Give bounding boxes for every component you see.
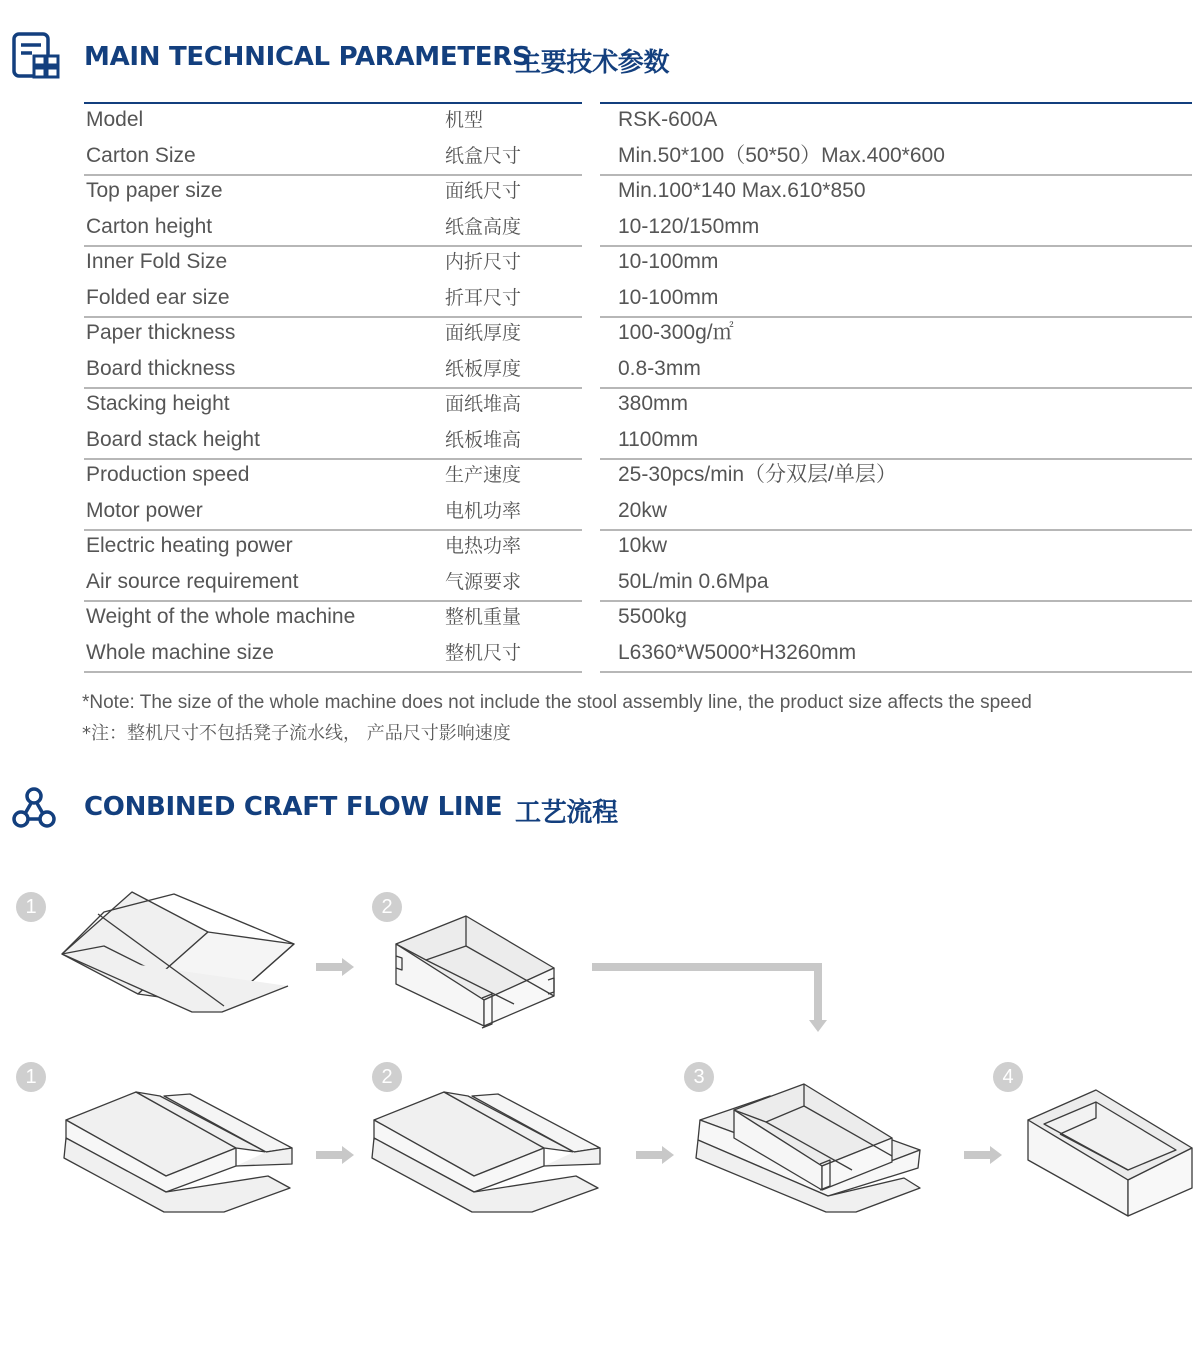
arrow-right-icon bbox=[316, 958, 354, 976]
row-divider bbox=[84, 671, 582, 673]
param-name: Stacking height bbox=[86, 392, 230, 415]
step-badge-row2-1: 1 bbox=[16, 1062, 46, 1092]
flow-diagram bbox=[0, 860, 1200, 1240]
flaps-sheet-1 bbox=[64, 1092, 292, 1212]
param-name: Air source requirement bbox=[86, 569, 299, 593]
param-name-cn: 整机重量 bbox=[445, 606, 522, 628]
param-name-cn: 电机功率 bbox=[445, 499, 522, 522]
param-name: Model bbox=[86, 108, 144, 131]
network-triangle-icon bbox=[12, 786, 56, 830]
param-value: 50L/min 0.6Mpa bbox=[618, 569, 769, 593]
param-value: 5500kg bbox=[618, 605, 687, 628]
param-name: Inner Fold Size bbox=[86, 250, 228, 273]
param-value: 10-100mm bbox=[618, 285, 719, 309]
param-name: Carton height bbox=[86, 214, 213, 238]
param-value: 1100mm bbox=[618, 427, 699, 451]
param-name-cn: 内折尺寸 bbox=[445, 251, 522, 273]
row-divider bbox=[600, 529, 1192, 531]
param-value: 10-120/150mm bbox=[618, 214, 760, 238]
param-name-cn: 纸盒尺寸 bbox=[445, 144, 522, 167]
param-name: Electric heating power bbox=[86, 534, 293, 557]
row-divider bbox=[600, 387, 1192, 389]
arrow-right-icon bbox=[636, 1146, 674, 1164]
arrow-right-icon bbox=[316, 1146, 354, 1164]
param-value: 100-300g/㎡ bbox=[618, 321, 734, 344]
param-name: Carton Size bbox=[86, 143, 196, 167]
step-badge-row2-3: 3 bbox=[684, 1062, 714, 1092]
row-divider bbox=[600, 671, 1192, 673]
param-name: Motor power bbox=[86, 498, 203, 522]
param-value: Min.100*140 Max.610*850 bbox=[618, 179, 866, 202]
param-name: Board thickness bbox=[86, 356, 236, 380]
param-name: Top paper size bbox=[86, 179, 223, 202]
param-name-cn: 纸板堆高 bbox=[445, 428, 522, 451]
box-on-sheet-diagram bbox=[696, 1084, 920, 1212]
params-title-cn: 主要技术参数 bbox=[515, 48, 670, 78]
param-value: 25-30pcs/min（分双层/单层） bbox=[618, 463, 897, 486]
param-name-cn: 面纸堆高 bbox=[445, 393, 522, 415]
param-name-cn: 折耳尺寸 bbox=[445, 286, 522, 309]
note-cn: *注：整机尺寸不包括凳子流水线， 产品尺寸影响速度 bbox=[82, 723, 511, 744]
open-box-diagram bbox=[396, 916, 554, 1028]
param-name: Folded ear size bbox=[86, 285, 230, 309]
table-top-rule-left bbox=[84, 102, 582, 104]
param-name-cn: 生产速度 bbox=[445, 464, 522, 486]
param-value: 20kw bbox=[618, 498, 668, 522]
params-title-en: MAIN TECHNICAL PARAMETERS bbox=[84, 42, 531, 72]
flow-title-en: CONBINED CRAFT FLOW LINE bbox=[84, 792, 503, 822]
param-value: 0.8-3mm bbox=[618, 356, 701, 380]
param-value: 380mm bbox=[618, 392, 689, 415]
param-name-cn: 气源要求 bbox=[445, 570, 522, 593]
list-grid-icon bbox=[12, 32, 60, 80]
note-en: *Note: The size of the whole machine does not include the stool assembly line, the product size affects the speed bbox=[82, 692, 1032, 713]
param-value: 10kw bbox=[618, 534, 668, 557]
param-name-cn: 面纸尺寸 bbox=[445, 180, 522, 202]
param-name: Whole machine size bbox=[86, 640, 274, 664]
param-value: 10-100mm bbox=[618, 250, 719, 273]
flaps-sheet-2 bbox=[372, 1092, 600, 1212]
param-name: Paper thickness bbox=[86, 321, 236, 344]
step-badge-row2-2: 2 bbox=[372, 1062, 402, 1092]
param-name-cn: 电热功率 bbox=[445, 535, 522, 557]
arrow-right-icon bbox=[964, 1146, 1002, 1164]
param-name-cn: 机型 bbox=[445, 109, 484, 131]
param-name-cn: 面纸厚度 bbox=[445, 322, 522, 344]
param-value: Min.50*100（50*50）Max.400*600 bbox=[618, 143, 945, 167]
step-badge-row1-2: 2 bbox=[372, 892, 402, 922]
param-name: Production speed bbox=[86, 463, 250, 486]
param-value: L6360*W5000*H3260mm bbox=[618, 640, 857, 664]
finished-box-diagram bbox=[1028, 1090, 1192, 1216]
param-name-cn: 纸板厚度 bbox=[445, 357, 522, 380]
param-name: Board stack height bbox=[86, 427, 260, 451]
param-name: Weight of the whole machine bbox=[86, 605, 356, 628]
row-divider bbox=[600, 600, 1192, 602]
param-name-cn: 整机尺寸 bbox=[445, 641, 522, 664]
param-value: RSK-600A bbox=[618, 108, 718, 131]
step-badge-row2-4: 4 bbox=[993, 1062, 1023, 1092]
flat-sheet-diagram bbox=[62, 892, 294, 1012]
step-badge-row1-1: 1 bbox=[16, 892, 46, 922]
flow-title-cn: 工艺流程 bbox=[515, 798, 618, 828]
param-name-cn: 纸盒高度 bbox=[445, 215, 522, 238]
arrow-elbow-down-icon bbox=[592, 963, 827, 1032]
